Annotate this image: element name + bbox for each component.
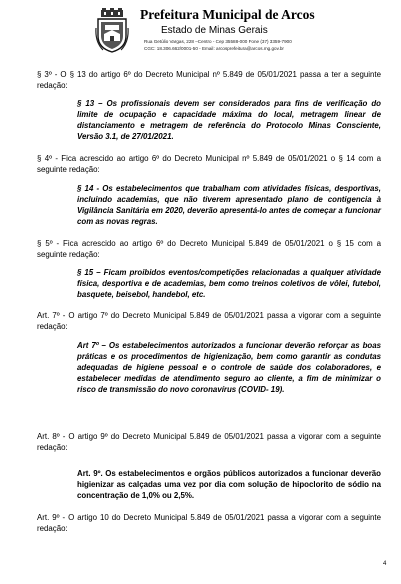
paragraph-article-7: Art. 7º - O artigo 7º do Decreto Municipal 5.849 de 05/01/2021 passa a vigorar com a seguinte redação:	[37, 311, 381, 331]
municipality-title: Prefeitura Municipal de Arcos	[140, 7, 315, 22]
municipal-coat-of-arms-icon	[95, 8, 129, 54]
paragraph-article-9: Art. 9º - O artigo 10 do Decreto Municipal 5.849 de 05/01/2021 passa a vigorar com a seguinte redação:	[37, 513, 381, 533]
address-line: Rua Getúlio Vargas, 228 –Centro - Cep 35588-000 Fone (37) 3359-7900	[144, 39, 292, 44]
letterhead	[0, 0, 401, 66]
contact-line: CGC: 18.306.662/0001-50 - Email: arcosprefeitura@arcos.mg.gov.br	[144, 46, 284, 51]
paragraph-section-4: § 4º - Fica acrescido ao artigo 6º do Decreto Municipal nº 5.849 de 05/01/2021 o § 14 com a seguinte redação:	[37, 154, 381, 174]
paragraph-section-5: § 5º - Fica acrescido ao artigo 6º do Decreto Municipal 5.849 de 05/01/2021 o § 15 com a seguinte redação:	[37, 239, 381, 259]
state-subtitle: Estado de Minas Gerais	[161, 25, 268, 36]
paragraph-section-3: § 3º - O § 13 do artigo 6º do Decreto Municipal nº 5.849 de 05/01/2021 passa a ter a seguinte redação:	[37, 70, 381, 90]
quoted-paragraph-15: § 15 – Ficam proibidos eventos/competições relacionadas a qualquer atividade física, desportiva e de academias, bem como treinos coletivos de vôlei, futebol, basquete, beisebol, handebol, etc.	[77, 268, 381, 299]
quoted-article-9: Art. 9º. Os estabelecimentos e orgãos públicos autorizados a funcionar deverão higienizar as calçadas uma vez por dia com solução de hipoclorito de sódio na concentração de 1,0% ou 2,5%.	[77, 469, 381, 500]
page-number: 4	[383, 561, 387, 567]
quoted-article-7: Art 7º – Os estabelecimentos autorizados a funcionar deverão reforçar as boas práticas e os procedimentos de higienização, bem como garantir as condutas adequadas de higiene pessoal e o controle de saúde dos colaboradores, e estabelecer medidas de atendimento seguro ao cliente, a fim de minimizar o risco de transmissão do novo coronavírus (COVID- 19).	[77, 341, 381, 394]
paragraph-article-8: Art. 8º - O artigo 9º do Decreto Municipal 5.849 de 05/01/2021 passa a vigorar com a seguinte redação:	[37, 432, 381, 452]
quoted-paragraph-14: § 14 - Os estabelecimentos que trabalham com atividades físicas, desportivas, incluindo academias, que não tiverem apresentado plano de contigencia à Vigilância Sanitária em 2020, deverão apresentá-lo antes de começar a funcionar com as novas regras.	[77, 184, 381, 226]
quoted-paragraph-13: § 13 – Os profissionais devem ser considerados para fins de verificação do limite de ocupação e capacidade máxima do local, metragem linear de distanciamento e metragem de referência do Protocolo Minas Consciente, Versão 3.1, de 27/01/2021.	[77, 99, 381, 141]
